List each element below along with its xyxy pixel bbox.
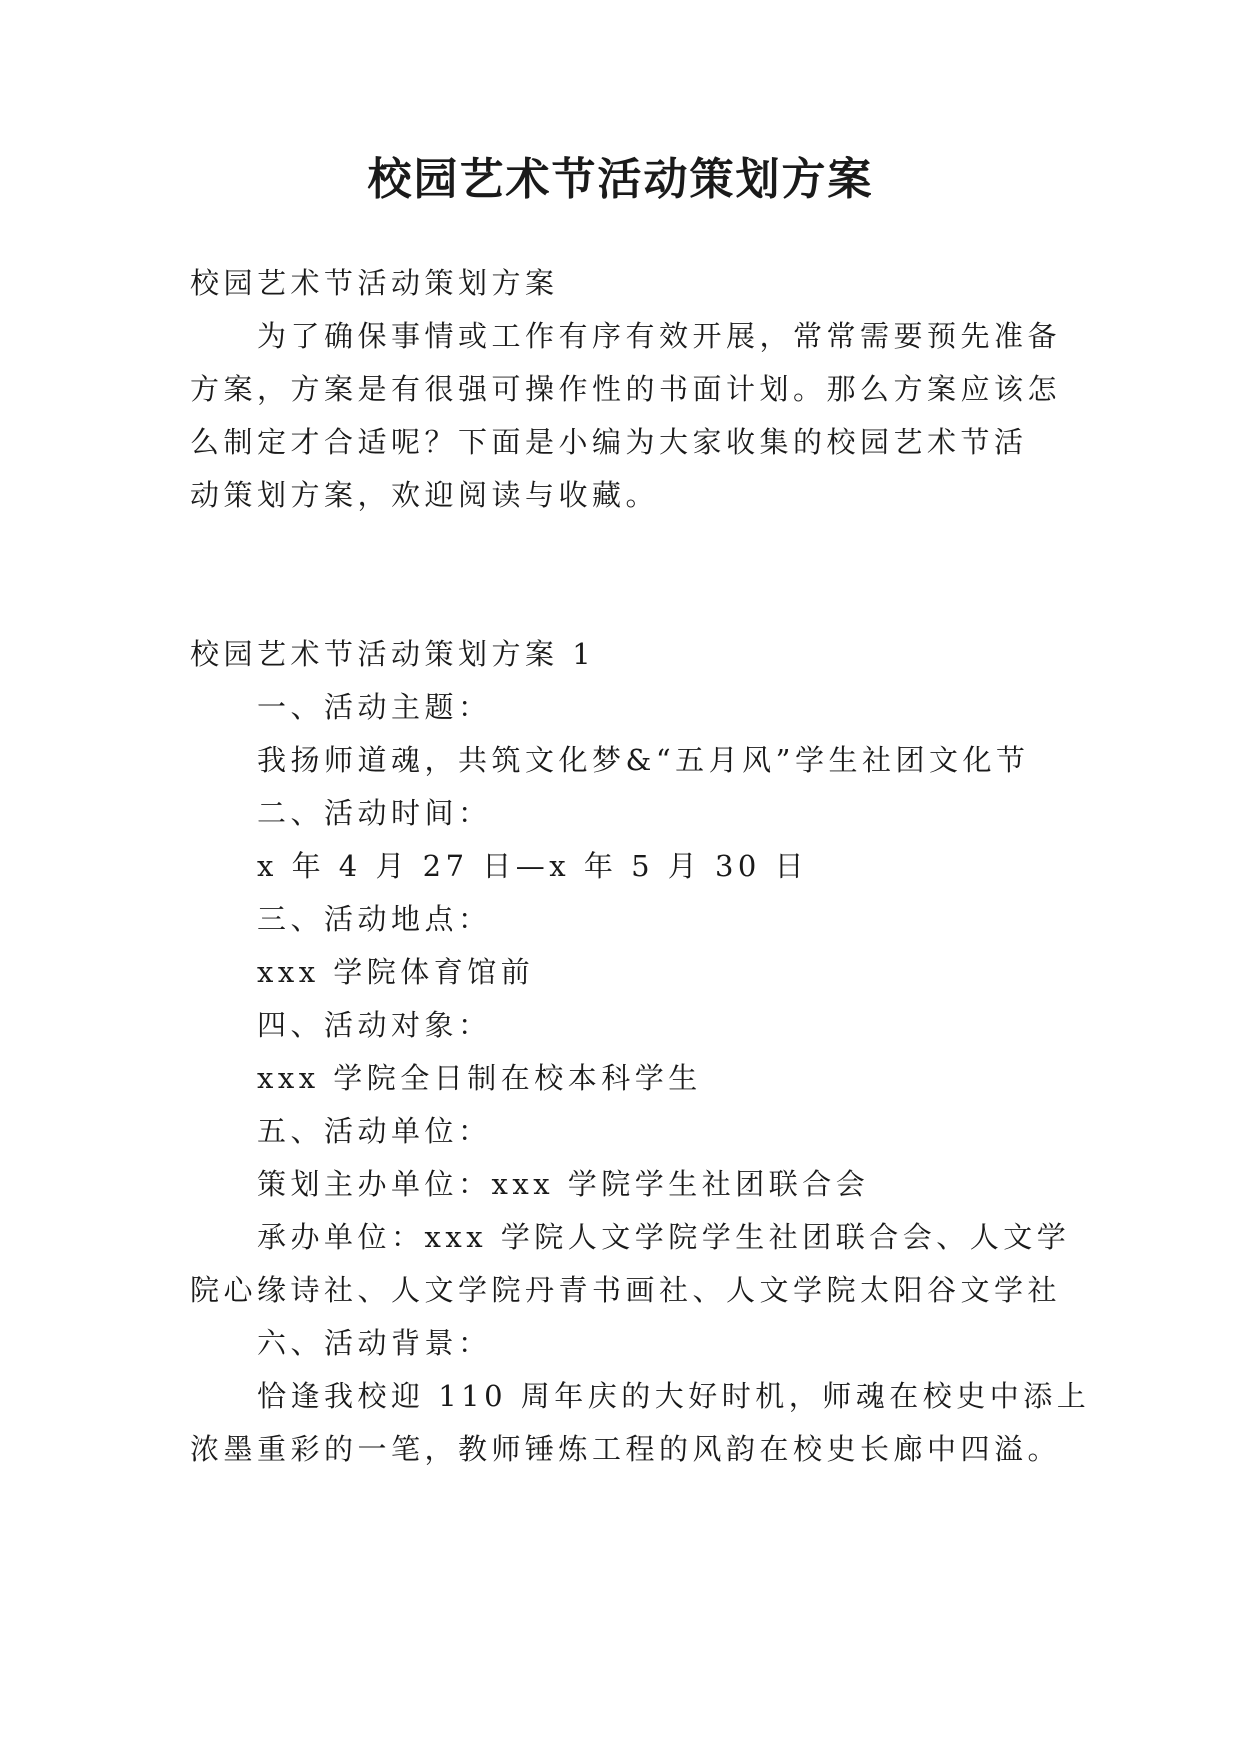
item-content: xxx 学院体育馆前 — [257, 955, 535, 989]
paragraph-line: 为了确保事情或工作有序有效开展，常常需要预先准备 — [257, 319, 1062, 353]
paragraph-line: 动策划方案，欢迎阅读与收藏。 — [190, 478, 660, 512]
item-content: 策划主办单位：xxx 学院学生社团联合会 — [257, 1167, 870, 1201]
paragraph-line: 方案，方案是有很强可操作性的书面计划。那么方案应该怎 — [190, 372, 1062, 406]
section-heading: 校园艺术节活动策划方案 1 — [190, 637, 596, 671]
item-heading: 三、活动地点： — [257, 902, 492, 936]
item-heading: 六、活动背景： — [257, 1326, 492, 1360]
paragraph-line: 么制定才合适呢？下面是小编为大家收集的校园艺术节活 — [190, 425, 1028, 459]
item-content: 恰逢我校迎 110 周年庆的大好时机，师魂在校史中添上 — [257, 1379, 1091, 1413]
item-heading: 五、活动单位： — [257, 1114, 492, 1148]
item-heading: 二、活动时间： — [257, 796, 492, 830]
item-content: 承办单位：xxx 学院人文学院学生社团联合会、人文学 — [257, 1220, 1071, 1254]
item-heading: 一、活动主题： — [257, 690, 492, 724]
item-content: 我扬师道魂，共筑文化梦&“五月风”学生社团文化节 — [257, 743, 1030, 777]
document-title: 校园艺术节活动策划方案 — [367, 154, 874, 205]
subtitle-line: 校园艺术节活动策划方案 — [190, 266, 559, 300]
item-content: 院心缘诗社、人文学院丹青书画社、人文学院太阳谷文学社 — [190, 1273, 1062, 1307]
item-content: 浓墨重彩的一笔，教师锤炼工程的风韵在校史长廊中四溢。 — [190, 1432, 1062, 1466]
item-content: xxx 学院全日制在校本科学生 — [257, 1061, 702, 1095]
item-heading: 四、活动对象： — [257, 1008, 492, 1042]
item-content: x 年 4 月 27 日—x 年 5 月 30 日 — [257, 849, 809, 883]
